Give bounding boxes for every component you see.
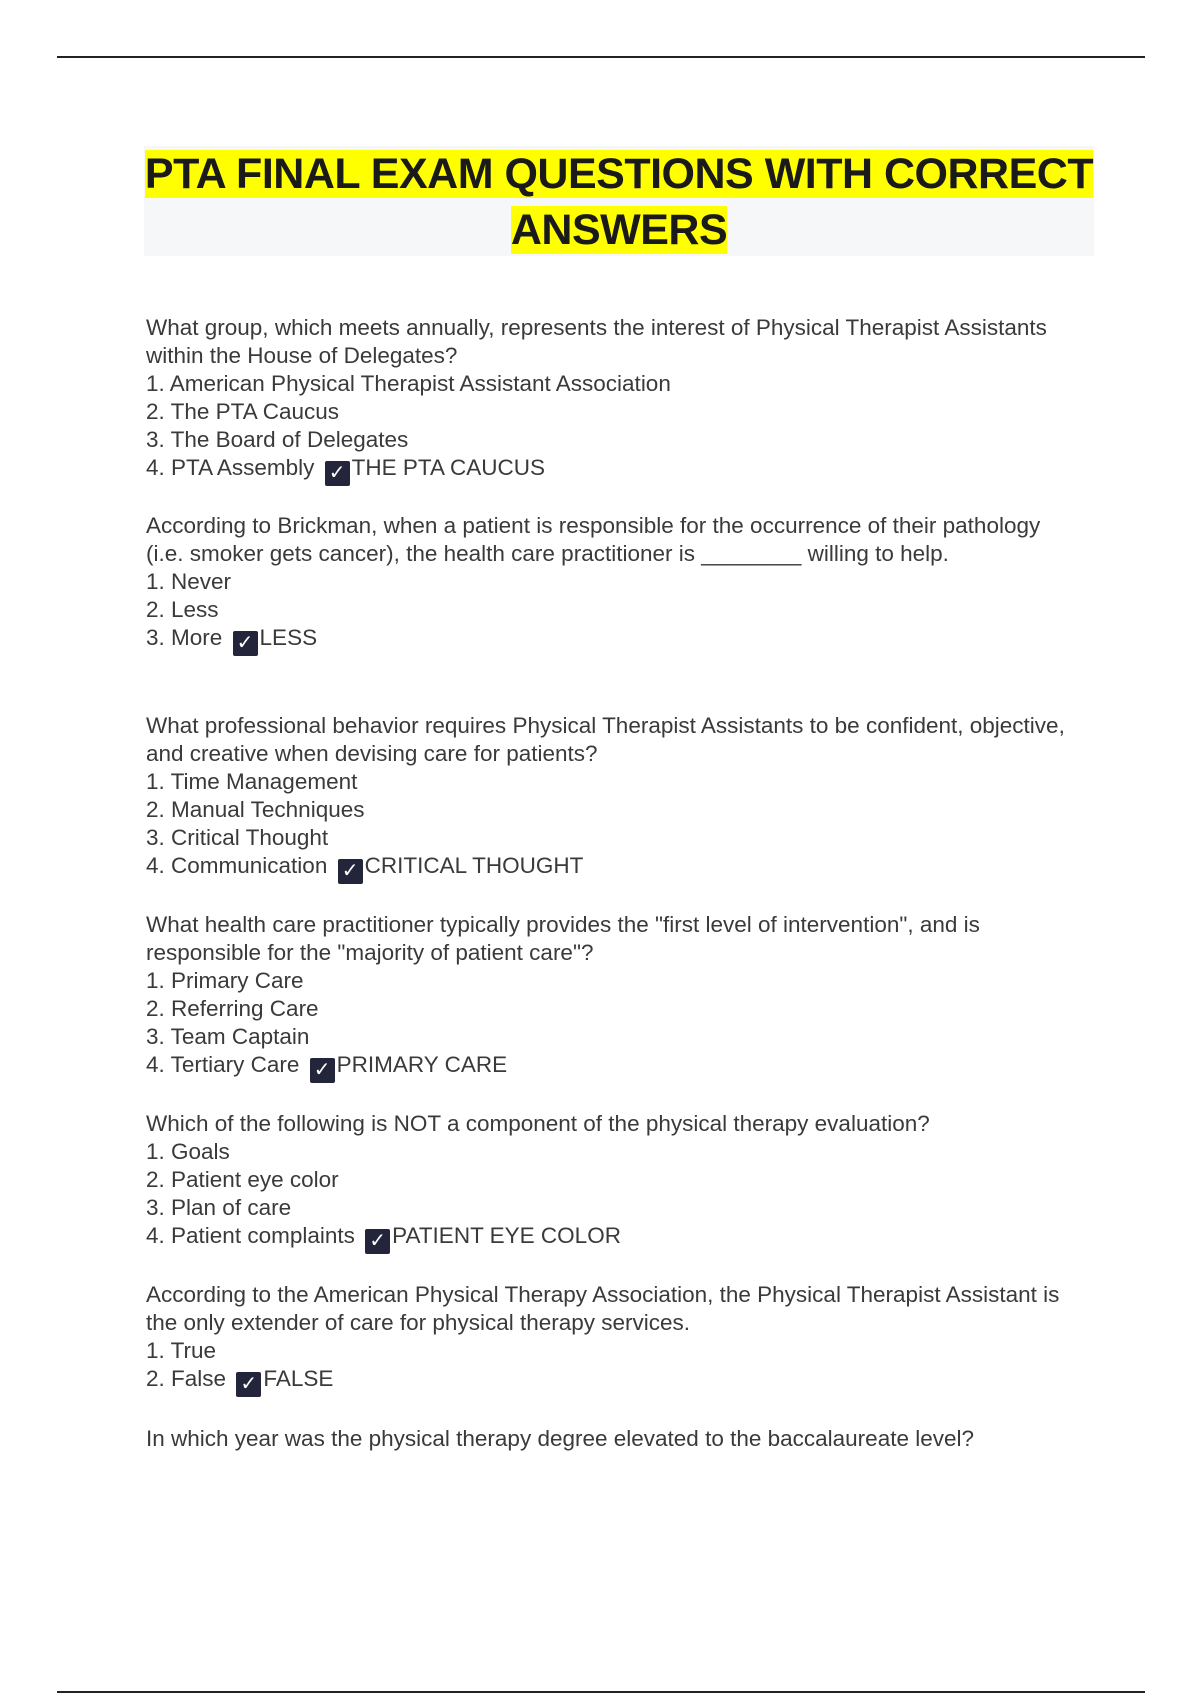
answer-option — [146, 852, 1066, 884]
answer-option — [146, 1222, 1066, 1254]
checkbox-check-icon: ✓ — [236, 1372, 261, 1397]
option-text: 2. False — [146, 1366, 227, 1391]
question-block — [146, 1281, 1066, 1397]
option-text: 2. Less — [146, 597, 219, 622]
answer-option — [146, 398, 1066, 426]
question-text: What professional behavior requires Physical Therapist Assistants to be confident, objective, and creative when devising care for patients? — [146, 713, 1065, 766]
option-text: 3. Team Captain — [146, 1024, 310, 1049]
checkbox-check-icon: ✓ — [233, 631, 258, 656]
answer-option — [146, 796, 1066, 824]
correct-answer: CRITICAL THOUGHT — [364, 853, 584, 878]
option-text: 4. Communication — [146, 853, 328, 878]
checkbox-check-icon: ✓ — [310, 1058, 335, 1083]
question-text: According to Brickman, when a patient is responsible for the occurrence of their pathology (i.e. smoker gets cancer), the health care practitioner is ________ willing to help. — [146, 513, 1041, 566]
answer-option — [146, 1051, 1066, 1083]
answer-option — [146, 824, 1066, 852]
question-block — [146, 512, 1066, 656]
question-block — [146, 314, 1066, 486]
option-text: 1. Goals — [146, 1139, 230, 1164]
correct-answer: THE PTA CAUCUS — [351, 455, 546, 480]
question-text: According to the American Physical Therapy Association, the Physical Therapist Assistant is the only extender of care for physical therapy services. — [146, 1282, 1060, 1335]
option-text: 2. Patient eye color — [146, 1167, 339, 1192]
option-text: 1. Primary Care — [146, 968, 304, 993]
question-text: In which year was the physical therapy degree elevated to the baccalaureate level? — [146, 1426, 975, 1451]
option-text: 3. More — [146, 625, 223, 650]
answer-option — [146, 1194, 1066, 1222]
option-text: 4. Tertiary Care — [146, 1052, 300, 1077]
answer-option — [146, 1023, 1066, 1051]
question-text: What health care practitioner typically provides the "first level of intervention", and is responsible for the "majority of patient care"? — [146, 912, 980, 965]
option-text: 2. Manual Techniques — [146, 797, 365, 822]
answer-option — [146, 967, 1066, 995]
option-text: 4. Patient complaints — [146, 1223, 355, 1248]
answer-option — [146, 1166, 1066, 1194]
question-text: Which of the following is NOT a component of the physical therapy evaluation? — [146, 1111, 930, 1136]
answer-option — [146, 1337, 1066, 1365]
correct-answer: PRIMARY CARE — [336, 1052, 508, 1077]
correct-answer: FALSE — [263, 1366, 334, 1391]
answer-option — [146, 370, 1066, 398]
answer-option — [146, 426, 1066, 454]
answer-option — [146, 454, 1066, 486]
option-text: 3. The Board of Delegates — [146, 427, 409, 452]
option-text: 1. Time Management — [146, 769, 358, 794]
answer-option — [146, 624, 1066, 656]
option-text: 1. True — [146, 1338, 217, 1363]
question-block — [146, 911, 1066, 1083]
correct-answer: LESS — [259, 625, 318, 650]
question-block — [146, 1425, 1066, 1453]
answer-option — [146, 1365, 1066, 1397]
checkbox-check-icon: ✓ — [365, 1229, 390, 1254]
answer-option — [146, 596, 1066, 624]
bottom-rule — [57, 1691, 1145, 1693]
correct-answer: PATIENT EYE COLOR — [392, 1223, 621, 1248]
top-rule — [57, 56, 1145, 58]
option-text: 3. Plan of care — [146, 1195, 292, 1220]
option-text: 3. Critical Thought — [146, 825, 329, 850]
answer-option — [146, 995, 1066, 1023]
answer-option — [146, 1138, 1066, 1166]
answer-option — [146, 768, 1066, 796]
checkbox-check-icon: ✓ — [338, 859, 363, 884]
checkbox-check-icon: ✓ — [325, 461, 350, 486]
option-text: 4. PTA Assembly — [146, 455, 315, 480]
page-title: PTA FINAL EXAM QUESTIONS WITH CORRECT ANSWERS — [144, 150, 1094, 254]
option-text: 1. Never — [146, 569, 232, 594]
option-text: 2. Referring Care — [146, 996, 319, 1021]
title-banner — [144, 146, 1094, 256]
question-block — [146, 1110, 1066, 1254]
option-text: 1. American Physical Therapist Assistant Association — [146, 371, 671, 396]
answer-option — [146, 568, 1066, 596]
option-text: 2. The PTA Caucus — [146, 399, 340, 424]
question-block — [146, 712, 1066, 884]
question-text: What group, which meets annually, represents the interest of Physical Therapist Assistants within the House of Delegates? — [146, 315, 1047, 368]
